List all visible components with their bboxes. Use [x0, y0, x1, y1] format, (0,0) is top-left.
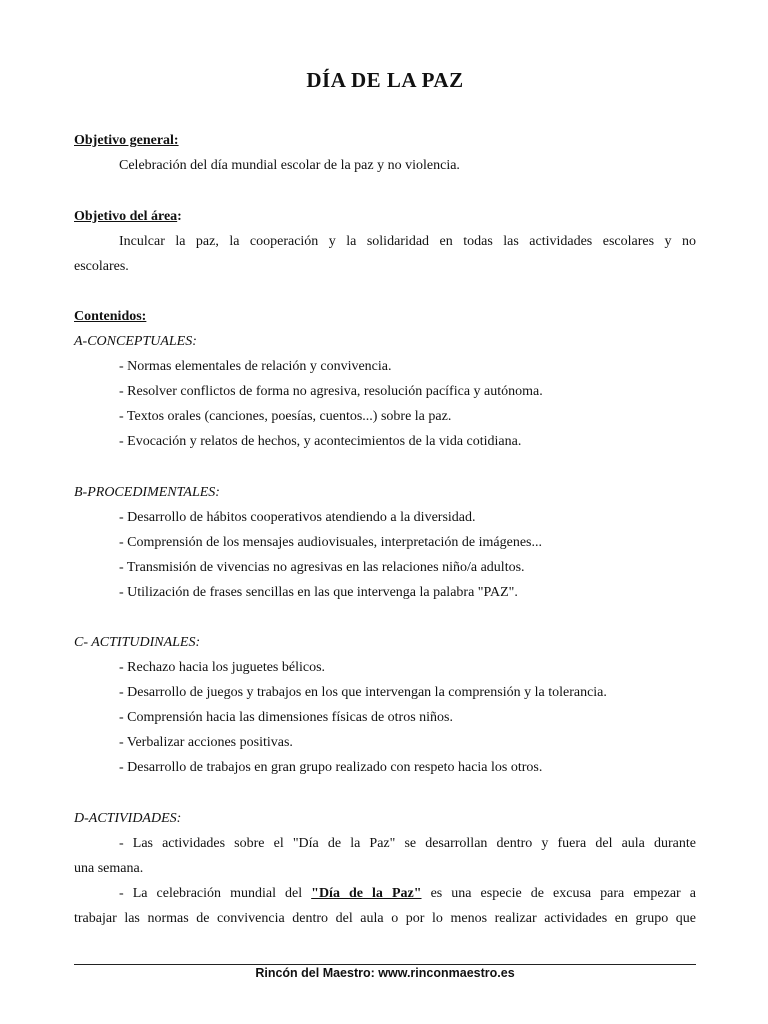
objetivo-general-heading: Objetivo general:	[74, 133, 179, 148]
list-item: - Resolver conflictos de forma no agresiva, resolución pacífica y autónoma.	[119, 384, 543, 399]
objetivo-area-heading-line	[74, 204, 696, 229]
objetivo-general-section	[74, 128, 696, 178]
list-item: - Desarrollo de hábitos cooperativos atendiendo a la diversidad.	[119, 510, 476, 525]
objetivo-area-text-line1: Inculcar la paz, la cooperación y la solidaridad en todas las actividades escolares y no	[119, 234, 696, 249]
list-item: - Normas elementales de relación y convivencia.	[119, 359, 392, 374]
actividades-p2-line1	[74, 881, 696, 906]
contenidos-section	[74, 304, 696, 454]
procedimentales-section	[74, 480, 696, 605]
objetivo-area-heading-colon: :	[177, 209, 182, 224]
actividades-p2-line2: trabajar las normas de convivencia dentro del aula o por lo menos realizar actividades en grupo que	[74, 911, 696, 926]
list-item: - Utilización de frases sencillas en las que intervenga la palabra "PAZ".	[119, 585, 518, 600]
section-label-procedimentales: B-PROCEDIMENTALES:	[74, 485, 220, 500]
objetivo-area-section	[74, 204, 696, 279]
actividades-p1-line1: - Las actividades sobre el "Día de la Paz" se desarrollan dentro y fuera del aula durante	[119, 836, 696, 851]
list-item: - Verbalizar acciones positivas.	[119, 735, 293, 750]
actividades-p1-line2: una semana.	[74, 861, 144, 876]
actividades-p2-pre: - La celebración mundial del	[119, 886, 312, 901]
list-item: - Comprensión de los mensajes audiovisuales, interpretación de imágenes...	[119, 535, 543, 550]
page-title: DÍA DE LA PAZ	[306, 68, 464, 92]
section-label-conceptuales: A-CONCEPTUALES:	[74, 334, 197, 349]
list-item: - Textos orales (canciones, poesías, cuentos...) sobre la paz.	[119, 409, 452, 424]
actividades-section	[74, 806, 696, 931]
actividades-p2-post: es una especie de excusa para empezar a	[421, 886, 696, 901]
list-item: - Transmisión de vivencias no agresivas en las relaciones niño/a adultos.	[119, 560, 525, 575]
objetivo-area-text-line2: escolares.	[74, 259, 129, 274]
contenidos-heading: Contenidos:	[74, 309, 147, 324]
section-label-actitudinales: C- ACTITUDINALES:	[74, 635, 201, 650]
footer-divider	[74, 964, 696, 965]
actividades-p2-bold: "Día de la Paz"	[311, 886, 422, 901]
objetivo-general-text: Celebración del día mundial escolar de la paz y no violencia.	[119, 158, 460, 173]
actitudinales-section	[74, 630, 696, 780]
objetivo-area-heading: Objetivo del área	[74, 209, 178, 224]
list-item: - Rechazo hacia los juguetes bélicos.	[119, 660, 326, 675]
list-item: - Evocación y relatos de hechos, y acontecimientos de la vida cotidiana.	[119, 434, 522, 449]
list-item: - Comprensión hacia las dimensiones físicas de otros niños.	[119, 710, 453, 725]
section-label-actividades: D-ACTIVIDADES:	[74, 811, 182, 826]
list-item: - Desarrollo de trabajos en gran grupo realizado con respeto hacia los otros.	[119, 760, 543, 775]
page-footer: Rincón del Maestro: www.rinconmaestro.es	[255, 966, 515, 980]
list-item: - Desarrollo de juegos y trabajos en los que intervengan la comprensión y la tolerancia.	[119, 685, 607, 700]
